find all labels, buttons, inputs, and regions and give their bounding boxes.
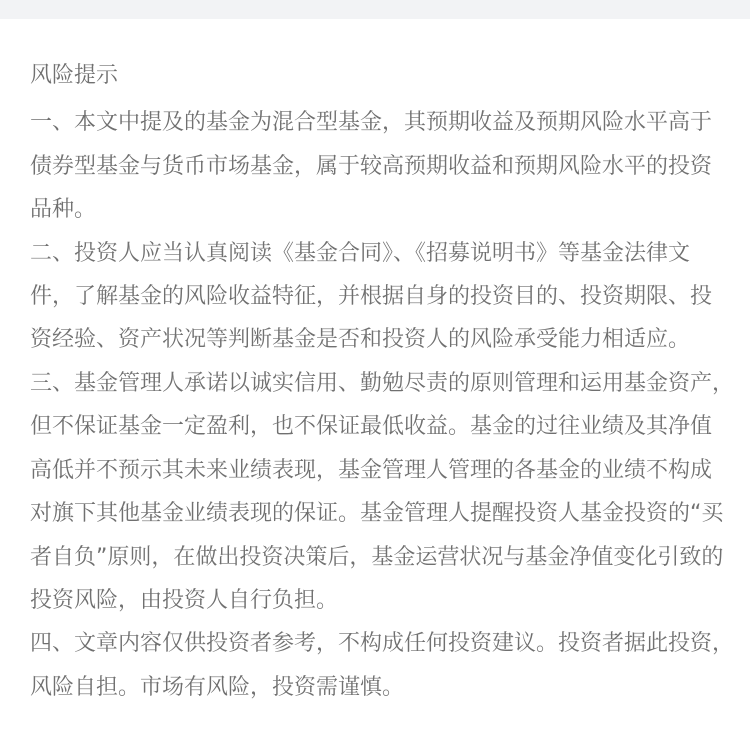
risk-item-1-line-3: 品种。 xyxy=(30,197,97,222)
risk-item-1-line-1: 一、本文中提及的基金为混合型基金，其预期收益及预期风险水平高于 xyxy=(30,110,713,135)
risk-item-2-line-2: 件，了解基金的风险收益特征，并根据自身的投资目的、投资期限、投 xyxy=(30,284,713,309)
top-divider-bar xyxy=(0,0,750,19)
risk-item-3-line-5: 者自负”原则，在做出投资决策后，基金运营状况与基金净值变化引致的 xyxy=(30,545,724,570)
risk-item-3-line-1: 三、基金管理人承诺以诚实信用、勤勉尽责的原则管理和运用基金资产， xyxy=(30,371,735,396)
risk-notice-title: 风险提示 xyxy=(30,63,119,88)
risk-item-2-line-1: 二、投资人应当认真阅读《基金合同》、《招募说明书》等基金法律文 xyxy=(30,241,691,266)
risk-item-3-line-3: 高低并不预示其未来业绩表现，基金管理人管理的各基金的业绩不构成 xyxy=(30,458,713,483)
risk-item-4-line-2: 风险自担。市场有风险，投资需谨慎。 xyxy=(30,675,405,700)
risk-item-2-line-3: 资经验、资产状况等判断基金是否和投资人的风险承受能力相适应。 xyxy=(30,327,691,352)
risk-notice-section xyxy=(0,19,750,745)
risk-item-1-line-2: 债券型基金与货币市场基金，属于较高预期收益和预期风险水平的投资 xyxy=(30,154,713,179)
risk-item-3-line-2: 但不保证基金一定盈利，也不保证最低收益。基金的过往业绩及其净值 xyxy=(30,414,713,439)
risk-item-4-line-1: 四、文章内容仅供投资者参考，不构成任何投资建议。投资者据此投资， xyxy=(30,631,735,656)
risk-item-3-line-4: 对旗下其他基金业绩表现的保证。基金管理人提醒投资人基金投资的“买 xyxy=(30,501,724,526)
risk-item-3-line-6: 投资风险，由投资人自行负担。 xyxy=(30,588,339,613)
